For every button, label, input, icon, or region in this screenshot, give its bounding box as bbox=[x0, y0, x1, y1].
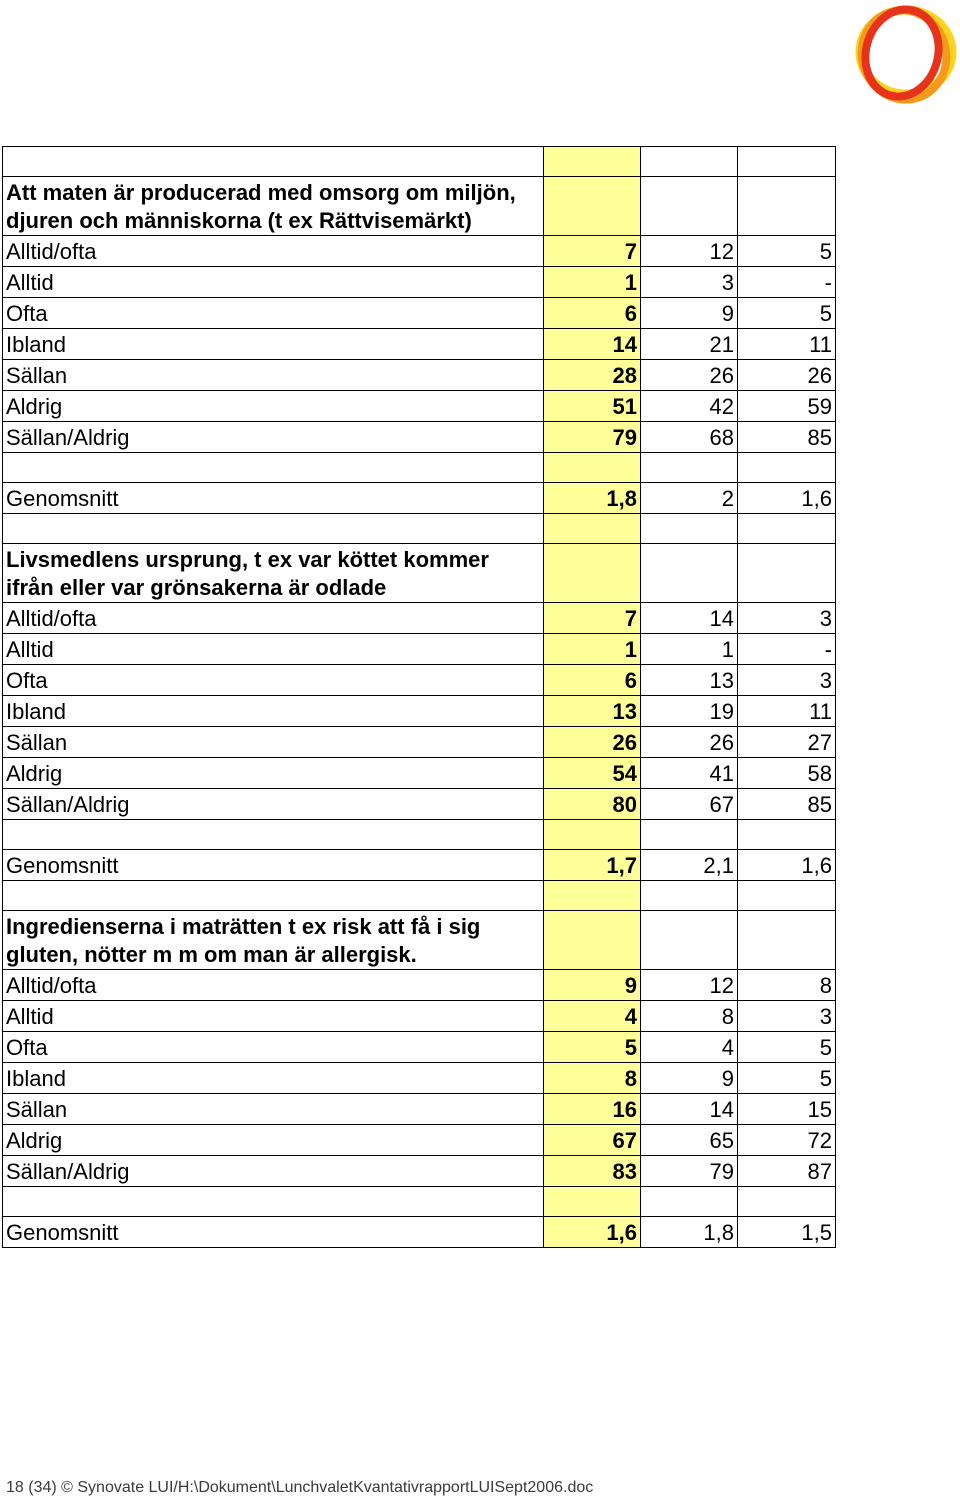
blank-row bbox=[3, 820, 836, 850]
value-col-2: 68 bbox=[641, 422, 738, 453]
table-row bbox=[3, 727, 836, 758]
empty-cell bbox=[544, 881, 641, 911]
value-col-3: 58 bbox=[738, 758, 836, 789]
value-col-1: 1,7 bbox=[544, 850, 641, 881]
empty-cell bbox=[3, 147, 544, 177]
value-col-3: 15 bbox=[738, 1094, 836, 1125]
table-row bbox=[3, 696, 836, 727]
value-col-3: 72 bbox=[738, 1125, 836, 1156]
value-col-3: 11 bbox=[738, 696, 836, 727]
value-col-1: 7 bbox=[544, 236, 641, 267]
value-col-1: 1 bbox=[544, 634, 641, 665]
empty-cell bbox=[544, 453, 641, 483]
value-col-3: 59 bbox=[738, 391, 836, 422]
value-col-1: 5 bbox=[544, 1032, 641, 1063]
empty-cell bbox=[3, 881, 544, 911]
section-title: Ingredienserna i maträtten t ex risk att få i sig gluten, nötter m m om man är allergisk. bbox=[3, 911, 544, 970]
table-row bbox=[3, 1001, 836, 1032]
empty-cell bbox=[738, 911, 836, 970]
value-col-3: 3 bbox=[738, 665, 836, 696]
table-row bbox=[3, 236, 836, 267]
row-label: Ofta bbox=[3, 298, 544, 329]
row-label: Genomsnitt bbox=[3, 483, 544, 514]
value-col-1: 4 bbox=[544, 1001, 641, 1032]
row-label: Alltid/ofta bbox=[3, 603, 544, 634]
empty-cell bbox=[738, 1187, 836, 1217]
value-col-2: 12 bbox=[641, 236, 738, 267]
row-label: Sällan/Aldrig bbox=[3, 1156, 544, 1187]
row-label: Alltid/ofta bbox=[3, 970, 544, 1001]
value-col-2: 2 bbox=[641, 483, 738, 514]
value-col-3: 26 bbox=[738, 360, 836, 391]
value-col-1: 6 bbox=[544, 298, 641, 329]
row-label: Aldrig bbox=[3, 758, 544, 789]
empty-cell bbox=[544, 147, 641, 177]
row-label: Genomsnitt bbox=[3, 1217, 544, 1248]
value-col-1: 51 bbox=[544, 391, 641, 422]
row-label: Aldrig bbox=[3, 391, 544, 422]
value-col-3: 8 bbox=[738, 970, 836, 1001]
row-label: Ofta bbox=[3, 1032, 544, 1063]
value-col-3: 3 bbox=[738, 603, 836, 634]
row-label: Alltid bbox=[3, 1001, 544, 1032]
value-col-1: 67 bbox=[544, 1125, 641, 1156]
empty-cell bbox=[544, 911, 641, 970]
row-label: Ibland bbox=[3, 329, 544, 360]
value-col-1: 28 bbox=[544, 360, 641, 391]
value-col-2: 12 bbox=[641, 970, 738, 1001]
table-row bbox=[3, 665, 836, 696]
value-col-3: 11 bbox=[738, 329, 836, 360]
value-col-3: - bbox=[738, 634, 836, 665]
value-col-2: 9 bbox=[641, 298, 738, 329]
empty-cell bbox=[544, 514, 641, 544]
empty-cell bbox=[3, 1187, 544, 1217]
empty-cell bbox=[738, 147, 836, 177]
table-row bbox=[3, 634, 836, 665]
empty-cell bbox=[3, 514, 544, 544]
empty-cell bbox=[641, 911, 738, 970]
value-col-2: 14 bbox=[641, 603, 738, 634]
value-col-2: 9 bbox=[641, 1063, 738, 1094]
table-row bbox=[3, 1063, 836, 1094]
value-col-3: 87 bbox=[738, 1156, 836, 1187]
empty-cell bbox=[544, 544, 641, 603]
table-row bbox=[3, 1094, 836, 1125]
value-col-3: 5 bbox=[738, 236, 836, 267]
value-col-2: 26 bbox=[641, 360, 738, 391]
empty-cell bbox=[738, 820, 836, 850]
average-row bbox=[3, 850, 836, 881]
section-title: Livsmedlens ursprung, t ex var köttet kommer ifrån eller var grönsakerna är odlade bbox=[3, 544, 544, 603]
value-col-2: 41 bbox=[641, 758, 738, 789]
section-heading-row bbox=[3, 911, 836, 970]
empty-cell bbox=[641, 881, 738, 911]
value-col-1: 6 bbox=[544, 665, 641, 696]
value-col-3: 5 bbox=[738, 298, 836, 329]
row-label: Alltid bbox=[3, 634, 544, 665]
value-col-1: 1,6 bbox=[544, 1217, 641, 1248]
value-col-1: 16 bbox=[544, 1094, 641, 1125]
blank-row bbox=[3, 147, 836, 177]
empty-cell bbox=[738, 514, 836, 544]
value-col-1: 79 bbox=[544, 422, 641, 453]
value-col-3: 85 bbox=[738, 422, 836, 453]
empty-cell bbox=[738, 544, 836, 603]
value-col-2: 4 bbox=[641, 1032, 738, 1063]
empty-cell bbox=[641, 820, 738, 850]
value-col-1: 7 bbox=[544, 603, 641, 634]
section-title: Att maten är producerad med omsorg om miljön, djuren och människorna (t ex Rättvisemärkt) bbox=[3, 177, 544, 236]
row-label: Ibland bbox=[3, 1063, 544, 1094]
table-row bbox=[3, 1125, 836, 1156]
table-row bbox=[3, 391, 836, 422]
table-row bbox=[3, 970, 836, 1001]
value-col-3: 27 bbox=[738, 727, 836, 758]
blank-row bbox=[3, 881, 836, 911]
row-label: Sällan/Aldrig bbox=[3, 422, 544, 453]
empty-cell bbox=[641, 1187, 738, 1217]
value-col-2: 42 bbox=[641, 391, 738, 422]
row-label: Ofta bbox=[3, 665, 544, 696]
value-col-1: 1 bbox=[544, 267, 641, 298]
value-col-1: 83 bbox=[544, 1156, 641, 1187]
table-row bbox=[3, 1032, 836, 1063]
empty-cell bbox=[641, 514, 738, 544]
empty-cell bbox=[641, 147, 738, 177]
table-row bbox=[3, 360, 836, 391]
row-label: Sällan bbox=[3, 1094, 544, 1125]
value-col-2: 67 bbox=[641, 789, 738, 820]
average-row bbox=[3, 483, 836, 514]
section-heading-row bbox=[3, 544, 836, 603]
empty-cell bbox=[738, 177, 836, 236]
empty-cell bbox=[641, 453, 738, 483]
section-heading-row bbox=[3, 177, 836, 236]
value-col-3: 5 bbox=[738, 1063, 836, 1094]
survey-results-table bbox=[2, 146, 836, 1248]
synovate-logo-icon bbox=[848, 0, 960, 108]
page-footer: 18 (34) © Synovate LUI/H:\Dokument\LunchvaletKvantativrapportLUISept2006.doc bbox=[6, 1479, 594, 1496]
empty-cell bbox=[3, 453, 544, 483]
table-row bbox=[3, 603, 836, 634]
value-col-2: 2,1 bbox=[641, 850, 738, 881]
value-col-3: 1,6 bbox=[738, 483, 836, 514]
value-col-1: 80 bbox=[544, 789, 641, 820]
value-col-1: 54 bbox=[544, 758, 641, 789]
row-label: Sällan/Aldrig bbox=[3, 789, 544, 820]
empty-cell bbox=[641, 544, 738, 603]
value-col-2: 1,8 bbox=[641, 1217, 738, 1248]
empty-cell bbox=[544, 1187, 641, 1217]
empty-cell bbox=[738, 453, 836, 483]
value-col-1: 14 bbox=[544, 329, 641, 360]
row-label: Ibland bbox=[3, 696, 544, 727]
table-row bbox=[3, 267, 836, 298]
value-col-1: 8 bbox=[544, 1063, 641, 1094]
value-col-2: 1 bbox=[641, 634, 738, 665]
value-col-3: - bbox=[738, 267, 836, 298]
value-col-2: 26 bbox=[641, 727, 738, 758]
value-col-3: 3 bbox=[738, 1001, 836, 1032]
value-col-3: 1,6 bbox=[738, 850, 836, 881]
value-col-2: 13 bbox=[641, 665, 738, 696]
value-col-3: 5 bbox=[738, 1032, 836, 1063]
empty-cell bbox=[641, 177, 738, 236]
row-label: Alltid bbox=[3, 267, 544, 298]
value-col-2: 8 bbox=[641, 1001, 738, 1032]
empty-cell bbox=[544, 177, 641, 236]
empty-cell bbox=[3, 820, 544, 850]
table-row bbox=[3, 1156, 836, 1187]
blank-row bbox=[3, 514, 836, 544]
empty-cell bbox=[544, 820, 641, 850]
average-row bbox=[3, 1217, 836, 1248]
row-label: Sällan bbox=[3, 360, 544, 391]
table-row bbox=[3, 422, 836, 453]
value-col-2: 79 bbox=[641, 1156, 738, 1187]
value-col-2: 14 bbox=[641, 1094, 738, 1125]
table-row bbox=[3, 758, 836, 789]
row-label: Sällan bbox=[3, 727, 544, 758]
value-col-2: 19 bbox=[641, 696, 738, 727]
row-label: Aldrig bbox=[3, 1125, 544, 1156]
value-col-1: 26 bbox=[544, 727, 641, 758]
value-col-3: 1,5 bbox=[738, 1217, 836, 1248]
value-col-2: 21 bbox=[641, 329, 738, 360]
empty-cell bbox=[738, 881, 836, 911]
value-col-2: 3 bbox=[641, 267, 738, 298]
value-col-2: 65 bbox=[641, 1125, 738, 1156]
blank-row bbox=[3, 1187, 836, 1217]
value-col-1: 1,8 bbox=[544, 483, 641, 514]
table-row bbox=[3, 298, 836, 329]
table-row bbox=[3, 789, 836, 820]
value-col-1: 13 bbox=[544, 696, 641, 727]
value-col-3: 85 bbox=[738, 789, 836, 820]
row-label: Genomsnitt bbox=[3, 850, 544, 881]
row-label: Alltid/ofta bbox=[3, 236, 544, 267]
table-row bbox=[3, 329, 836, 360]
value-col-1: 9 bbox=[544, 970, 641, 1001]
blank-row bbox=[3, 453, 836, 483]
